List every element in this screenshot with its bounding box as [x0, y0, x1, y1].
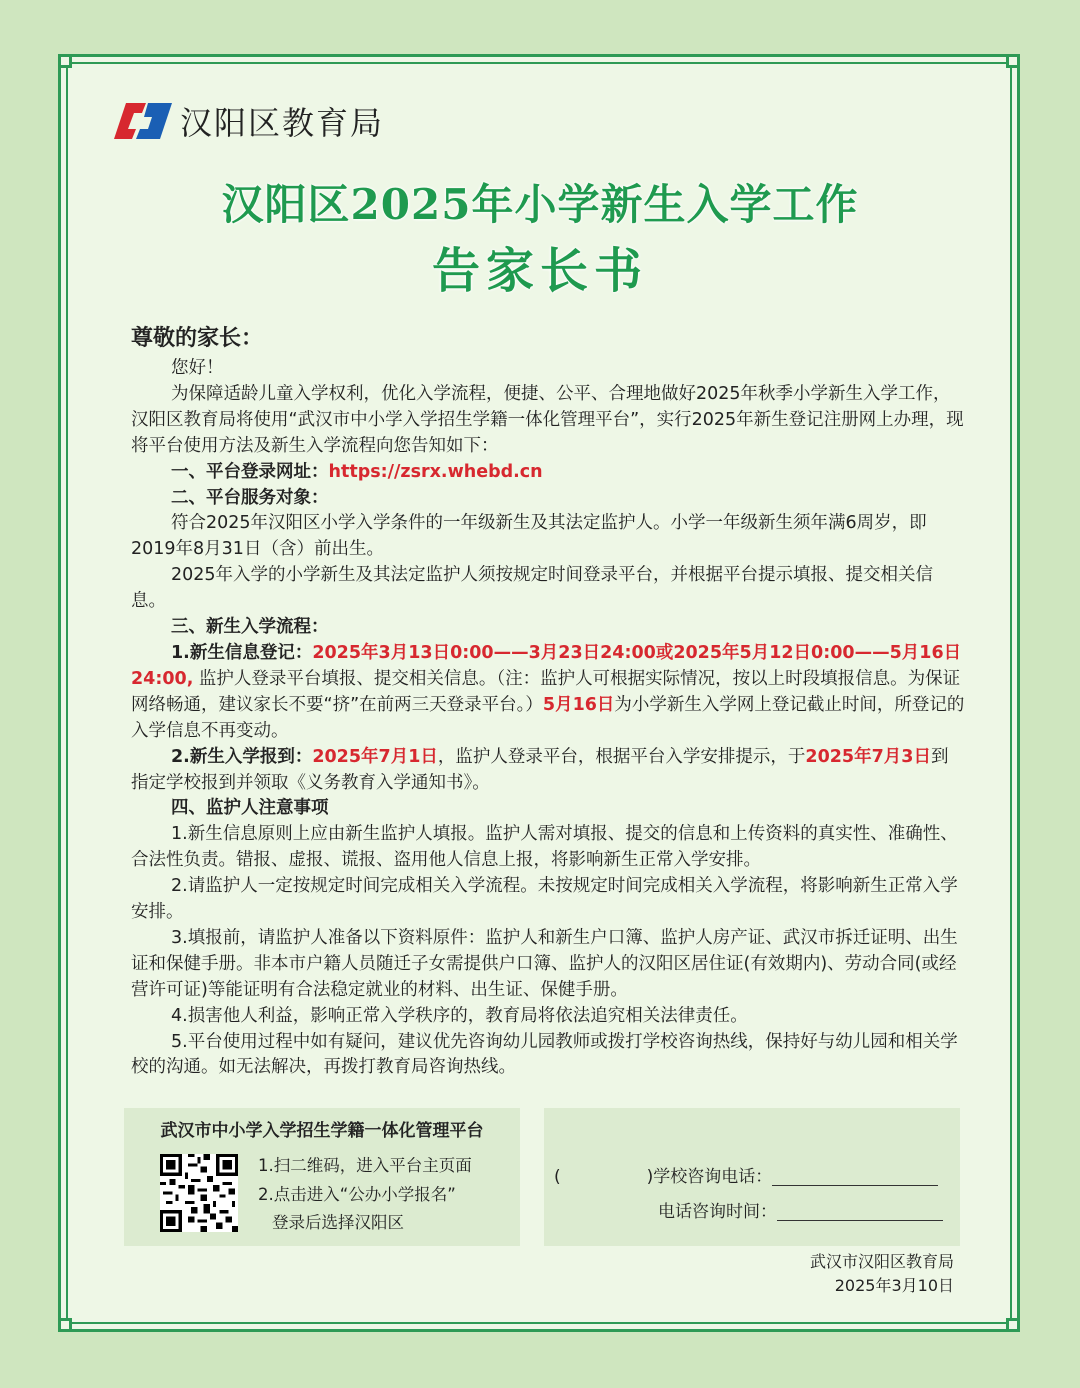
signature-date: 2025年3月10日: [834, 1276, 954, 1295]
login-date: 2025年7月1日: [312, 746, 438, 767]
item-1-text: 监护人登录平台填报、提交相关信息。（注：监护人可根据实际情况，按以上时段填报信息。为保证网络畅通，建议家长不要“挤”在前两三天登录平台。）: [131, 668, 961, 715]
section-3-item-2: [131, 745, 965, 797]
intro-paragraph: 为保障适龄儿童入学权利，优化入学流程，便捷、公平、合理地做好2025年秋季小学新生入学工作，汉阳区教育局将使用“武汉市中小学入学招生学籍一体化管理平台”，实行2025年新生登记注册网上办理，现将平台使用方法及新生入学流程向您告知如下：: [131, 383, 964, 456]
registration-period: 2025年3月13日0:00——3月23日24:00或2025年5月12日0:00——5月16日24:00,: [131, 642, 962, 689]
item-2-mid: ，监护人登录平台，根据平台入学安排提示，于: [437, 746, 806, 767]
page-subtitle: 告家长书: [431, 243, 648, 299]
page-title: 汉阳区2025年小学新生入学工作: [221, 180, 859, 229]
letter-body: [131, 322, 965, 1081]
step-1: 1.扫二维码，进入平台主页面: [258, 1156, 472, 1175]
paren-open: (: [554, 1167, 561, 1187]
paren-close: ): [646, 1167, 654, 1187]
platform-info-box: [124, 1108, 520, 1246]
step-2: 2.点击进入“公办小学报名”: [258, 1184, 456, 1204]
corner-ornament: [1006, 54, 1020, 68]
notice-item: 3.填报前，请监护人准备以下资料原件：监护人和新生户口簿、监护人房产证、武汉市拆迁证明、出生证和保健手册。非本市户籍人员随迁子女需提供户口簿、监护人的汉阳区居住证(有效期内)、劳动合同(或经营许可证)等能证明有合法稳定就业的材料、出生证、保健手册。: [131, 927, 958, 1000]
qr-code-icon[interactable]: [160, 1154, 238, 1232]
item-1-tail: 为小学新生入学网上登记截止时间，所登记的入学信息不再变动。: [131, 694, 965, 741]
corner-ornament: [1006, 1318, 1020, 1332]
hours-line: [658, 1197, 943, 1222]
greeting: 尊敬的家长：: [131, 326, 264, 351]
section-2-p1: 符合2025年汉阳区小学入学条件的一年级新生及其法定监护人。小学一年级新生须年满6周岁，即2019年8月31日（含）前出生。: [131, 513, 927, 560]
logo-text: 汉阳区教育局: [180, 104, 385, 142]
section-3-label: 三、新生入学流程：: [171, 617, 329, 638]
hours-blank[interactable]: [777, 1202, 943, 1221]
step-3: 登录后选择汉阳区: [272, 1213, 404, 1232]
phone-label: 学校咨询电话：: [653, 1167, 773, 1187]
corner-ornament: [58, 1318, 72, 1332]
section-2-p2: 2025年入学的小学新生及其法定监护人须按规定时间登录平台，并根据平台提示填报、提交相关信息。: [131, 565, 934, 612]
platform-steps: [258, 1152, 472, 1238]
corner-ornament: [58, 54, 72, 68]
notice-item: 2.请监护人一定按规定时间完成相关入学流程。未按规定时间完成相关入学流程，将影响新生正常入学安排。: [131, 876, 958, 923]
school-phone-line: [554, 1162, 938, 1187]
signature: [810, 1250, 954, 1298]
section-4-label: 四、监护人注意事项: [171, 798, 329, 819]
platform-url-link[interactable]: https://zsrx.whebd.cn: [328, 461, 543, 482]
section-1-label: 一、平台登录网址：: [171, 461, 329, 482]
item-1-label: 1.新生信息登记：: [171, 642, 313, 663]
section-3-item-1: [131, 641, 965, 745]
section-1: [131, 460, 965, 486]
notice-item: 4.损害他人利益，影响正常入学秩序的，教育局将依法追究相关法律责任。: [171, 1005, 748, 1026]
registration-deadline: 5月16日: [542, 694, 615, 715]
contact-box: [544, 1108, 960, 1246]
platform-heading: 武汉市中小学入学招生学籍一体化管理平台: [160, 1121, 484, 1141]
section-2-label: 二、平台服务对象：: [171, 487, 329, 508]
logo: [112, 98, 384, 144]
logo-icon: [112, 99, 174, 143]
item-2-label: 2.新生入学报到：: [171, 746, 313, 767]
hello: 您好！: [171, 358, 224, 378]
item-2-tail: 到指定学校报到并领取《义务教育入学通知书》。: [131, 746, 949, 793]
notice-item: 5.平台使用过程中如有疑问，建议优先咨询幼儿园教师或拨打学校咨询热线，保持好与幼儿园和相关学校的沟通。如无法解决，再拨打教育局咨询热线。: [131, 1031, 958, 1078]
phone-blank[interactable]: [772, 1167, 938, 1186]
signature-org: 武汉市汉阳区教育局: [809, 1252, 954, 1271]
hours-label: 电话咨询时间：: [658, 1202, 777, 1222]
notice-item: 1.新生信息原则上应由新生监护人填报。监护人需对填报、提交的信息和上传资料的真实性、准确性、合法性负责。错报、虚报、谎报、盗用他人信息上报，将影响新生正常入学安排。: [131, 824, 958, 871]
report-date: 2025年7月3日: [805, 746, 931, 767]
